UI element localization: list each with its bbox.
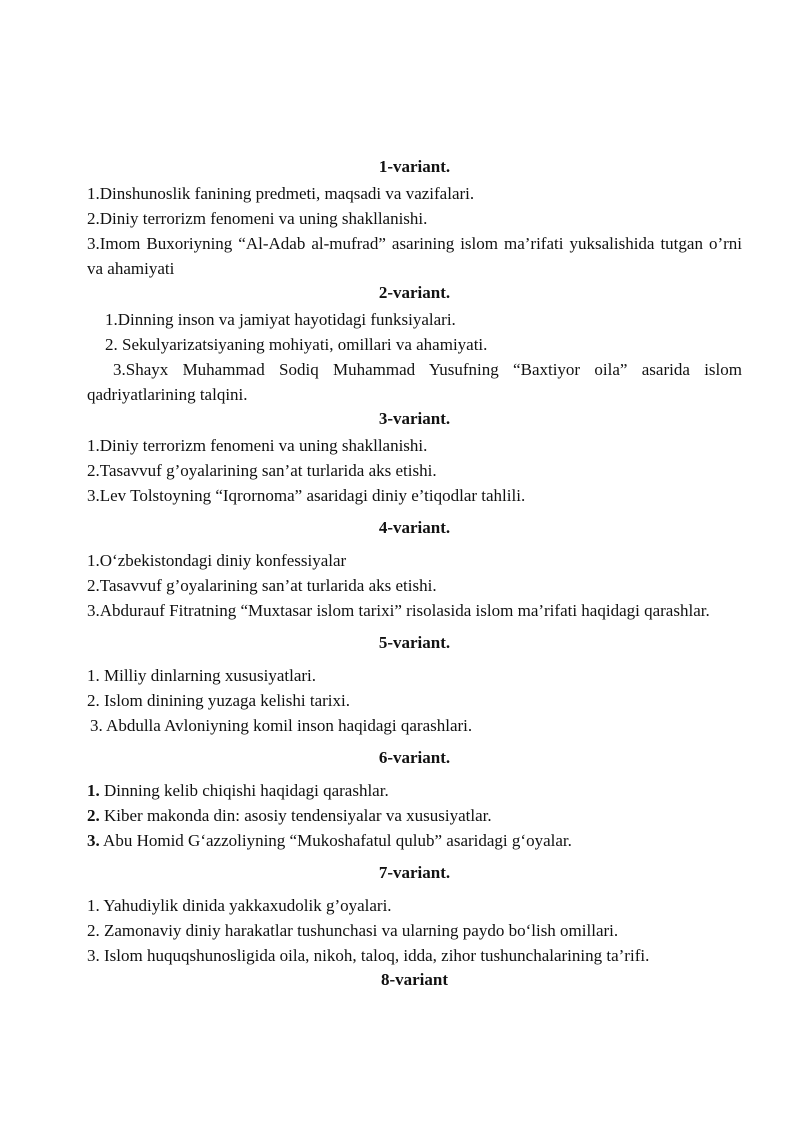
question-item: 2. Sekulyarizatsiyaning mohiyati, omillari va ahamiyati. <box>105 335 488 354</box>
question-item: 3.Shayx Muhammad Sodiq Muhammad Yusufning “Baxtiyor oila” asarida islom qadriyatlarining talqini. <box>87 360 742 404</box>
question-item: 2.Tasavvuf g’oyalarining san’at turlarida aks etishi. <box>87 461 437 480</box>
question-item: 1.Diniy terrorizm fenomeni va uning shakllanishi. <box>87 436 428 455</box>
variant-heading: 4-variant. <box>378 518 451 537</box>
question-item: 2. Islom dinining yuzaga kelishi tarixi. <box>87 691 350 710</box>
question-item: 2.Diniy terrorizm fenomeni va uning shakllanishi. <box>87 209 428 228</box>
question-item: 1. Yahudiylik dinida yakkaxudolik g’oyalari. <box>87 896 392 915</box>
question-item: 3.Imom Buxoriyning “Al-Adab al-mufrad” asarining islom ma’rifati yuksalishida tutgan o’rni va ahamiyati <box>87 234 742 278</box>
variant-heading: 2-variant. <box>378 283 451 302</box>
question-number: 1. <box>87 781 100 800</box>
question-item: 1.O‘zbekistondagi diniy konfessiyalar <box>87 551 347 570</box>
question-item <box>87 778 742 803</box>
question-item: 3.Abdurauf Fitratning “Muxtasar islom tarixi” risolasida islom ma’rifati haqidagi qarashlar. <box>87 601 710 620</box>
variant-heading: 3-variant. <box>378 409 451 428</box>
variant-heading: 6-variant. <box>378 748 451 767</box>
question-item: 3. Islom huquqshunosligida oila, nikoh, taloq, idda, zihor tushunchalarining ta’rifi. <box>87 946 650 965</box>
variant-heading: 5-variant. <box>378 633 451 652</box>
question-item: 2.Tasavvuf g’oyalarining san’at turlarida aks etishi. <box>87 576 437 595</box>
question-item: 3. Abdulla Avloniyning komil inson haqidagi qarashlari. <box>90 716 473 735</box>
question-item <box>87 803 742 828</box>
question-item <box>87 828 742 853</box>
question-number: 3. <box>87 831 100 850</box>
document-page <box>87 155 742 992</box>
variant-heading: 1-variant. <box>378 157 451 176</box>
question-text: Kiber makonda din: asosiy tendensiyalar va xususiyatlar. <box>99 806 492 825</box>
question-item: 2. Zamonaviy diniy harakatlar tushunchasi va ularning paydo bo‘lish omillari. <box>87 921 619 940</box>
question-item: 3.Lev Tolstoyning “Iqrornoma” asaridagi diniy e’tiqodlar tahlili. <box>87 486 526 505</box>
question-item: 1.Dinning inson va jamiyat hayotidagi funksiyalari. <box>105 310 456 329</box>
question-number: 2. <box>87 806 100 825</box>
variant-heading: 7-variant. <box>378 863 451 882</box>
question-item: 1. Milliy dinlarning xususiyatlari. <box>87 666 317 685</box>
question-item: 1.Dinshunoslik fanining predmeti, maqsadi va vazifalari. <box>87 184 475 203</box>
question-text: Abu Homid G‘azzoliyning “Mukoshafatul qulub” asaridagi g‘oyalar. <box>99 831 572 850</box>
variant-heading: 8-variant <box>380 970 449 989</box>
question-text: Dinning kelib chiqishi haqidagi qarashlar. <box>99 781 389 800</box>
